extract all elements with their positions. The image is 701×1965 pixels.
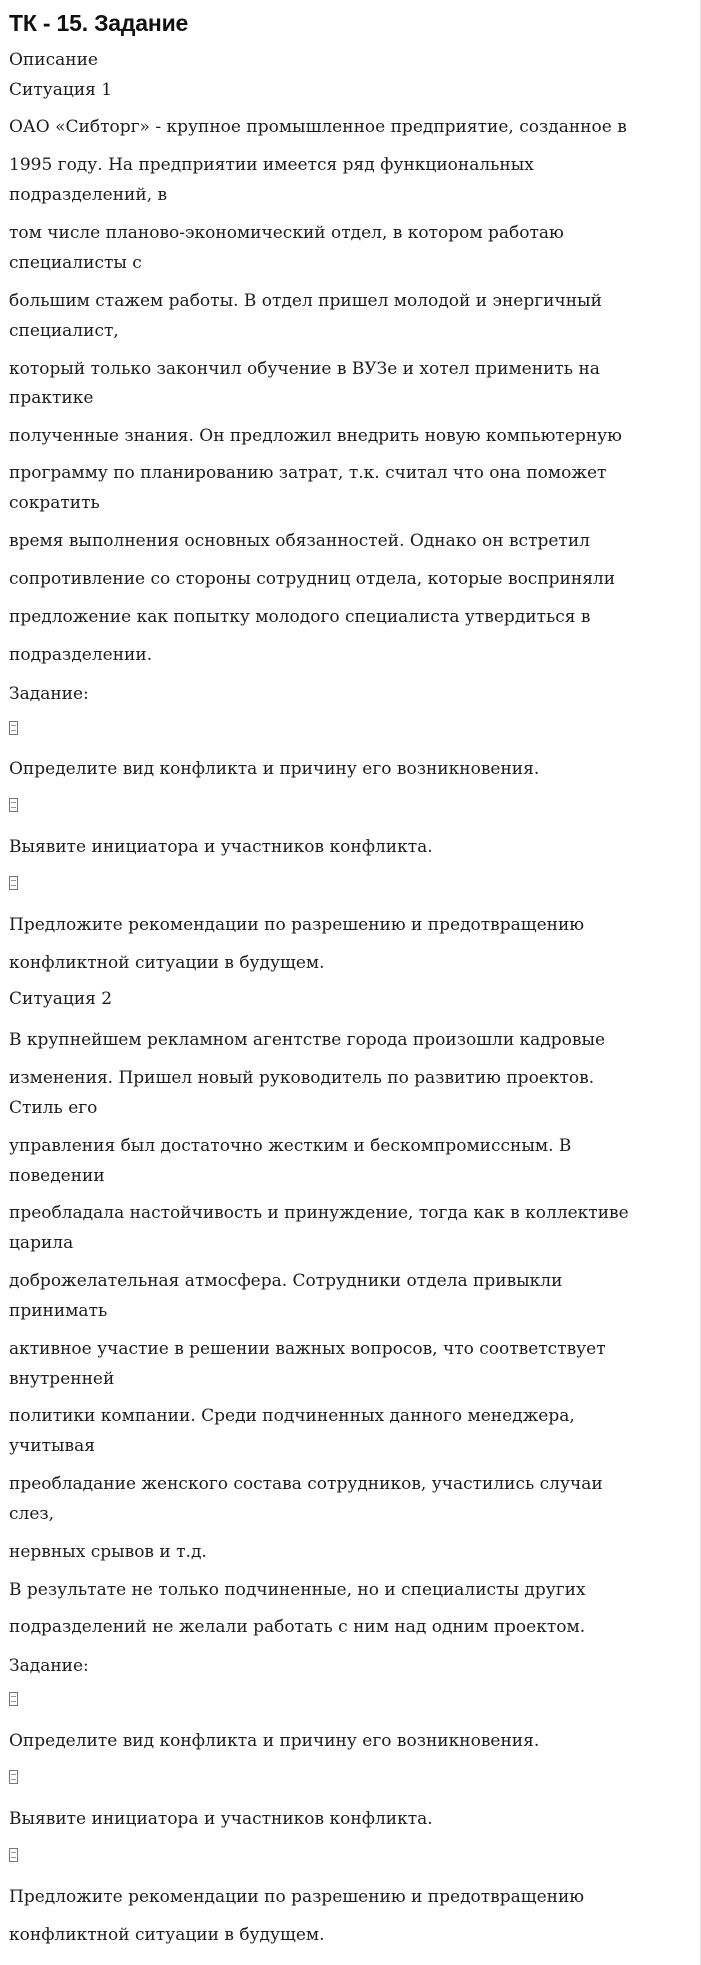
situation-2-line: подразделений не желали работать с ним над одним проектом. xyxy=(9,1617,586,1637)
missing-glyph-icon xyxy=(9,1770,18,1784)
situation-1-task: Предложите рекомендации по разрешению и предотвращению xyxy=(9,915,585,935)
situation-1-heading: Ситуация 1 xyxy=(9,80,113,100)
situation-1-line: практике xyxy=(9,388,94,408)
situation-2-line: принимать xyxy=(9,1301,108,1321)
situation-1-line: специалист, xyxy=(9,321,119,341)
missing-glyph-icon xyxy=(9,1692,18,1706)
situation-2-line: внутренней xyxy=(9,1369,115,1389)
situation-2-task: Предложите рекомендации по разрешению и предотвращению xyxy=(9,1887,585,1907)
situation-2-line: активное участие в решении важных вопросов, что соответствует xyxy=(9,1339,606,1359)
situation-2-line: учитывая xyxy=(9,1436,95,1456)
situation-2-line: управления был достаточно жестким и бескомпромиссным. В xyxy=(9,1136,572,1156)
situation-2-line: преобладала настойчивость и принуждение, тогда как в коллективе xyxy=(9,1203,629,1223)
situation-2-line: политики компании. Среди подчиненных данного менеджера, xyxy=(9,1406,575,1426)
situation-1-line: сократить xyxy=(9,493,100,513)
situation-1-line: специалисты с xyxy=(9,253,142,273)
situation-2-line: Стиль его xyxy=(9,1098,98,1118)
situation-1-line: 1995 году. На предприятии имеется ряд функциональных xyxy=(9,155,534,175)
situation-1-line: подразделении. xyxy=(9,645,153,665)
situation-1-task: Выявите инициатора и участников конфликта. xyxy=(9,837,433,857)
situation-2-line: изменения. Пришел новый руководитель по развитию проектов. xyxy=(9,1068,595,1088)
situation-2-line: доброжелательная атмосфера. Сотрудники отдела привыкли xyxy=(9,1271,563,1291)
situation-1-line: подразделений, в xyxy=(9,185,168,205)
situation-2-task-label: Задание: xyxy=(9,1656,89,1676)
page-title: ТК - 15. Задание xyxy=(9,10,189,36)
situation-2-line: нервных срывов и т.д. xyxy=(9,1542,207,1562)
situation-1-line: большим стажем работы. В отдел пришел молодой и энергичный xyxy=(9,291,602,311)
situation-1-line: который только закончил обучение в ВУЗе и хотел применить на xyxy=(9,359,600,379)
situation-2-line: В крупнейшем рекламном агентстве города произошли кадровые xyxy=(9,1030,606,1050)
situation-1-task-label: Задание: xyxy=(9,684,89,704)
missing-glyph-icon xyxy=(9,798,18,812)
situation-2-line: В результате не только подчиненные, но и специалисты других xyxy=(9,1580,586,1600)
situation-2-heading: Ситуация 2 xyxy=(9,989,113,1009)
situation-1-line: время выполнения основных обязанностей. Однако он встретил xyxy=(9,531,590,551)
description-label: Описание xyxy=(9,50,98,70)
situation-1-task: Определите вид конфликта и причину его возникновения. xyxy=(9,759,540,779)
situation-1-line: полученные знания. Он предложил внедрить новую компьютерную xyxy=(9,426,622,446)
situation-2-task: Выявите инициатора и участников конфликта. xyxy=(9,1809,433,1829)
missing-glyph-icon xyxy=(9,1848,18,1862)
situation-2-task: Определите вид конфликта и причину его возникновения. xyxy=(9,1731,540,1751)
situation-1-line: том числе планово-экономический отдел, в котором работаю xyxy=(9,223,564,243)
situation-1-task: конфликтной ситуации в будущем. xyxy=(9,953,325,973)
situation-2-task: конфликтной ситуации в будущем. xyxy=(9,1925,325,1945)
situation-2-line: поведении xyxy=(9,1166,105,1186)
situation-1-line: ОАО «Сибторг» - крупное промышленное предприятие, созданное в xyxy=(9,117,627,137)
situation-2-line: слез, xyxy=(9,1504,55,1524)
situation-1-line: сопротивление со стороны сотрудниц отдела, которые восприняли xyxy=(9,569,616,589)
missing-glyph-icon xyxy=(9,876,18,890)
situation-1-line: предложение как попытку молодого специалиста утвердиться в xyxy=(9,607,591,627)
situation-2-line: преобладание женского состава сотрудников, участились случаи xyxy=(9,1474,603,1494)
situation-1-line: программу по планированию затрат, т.к. считал что она поможет xyxy=(9,463,607,483)
situation-2-line: царила xyxy=(9,1233,74,1253)
missing-glyph-icon xyxy=(9,721,18,735)
